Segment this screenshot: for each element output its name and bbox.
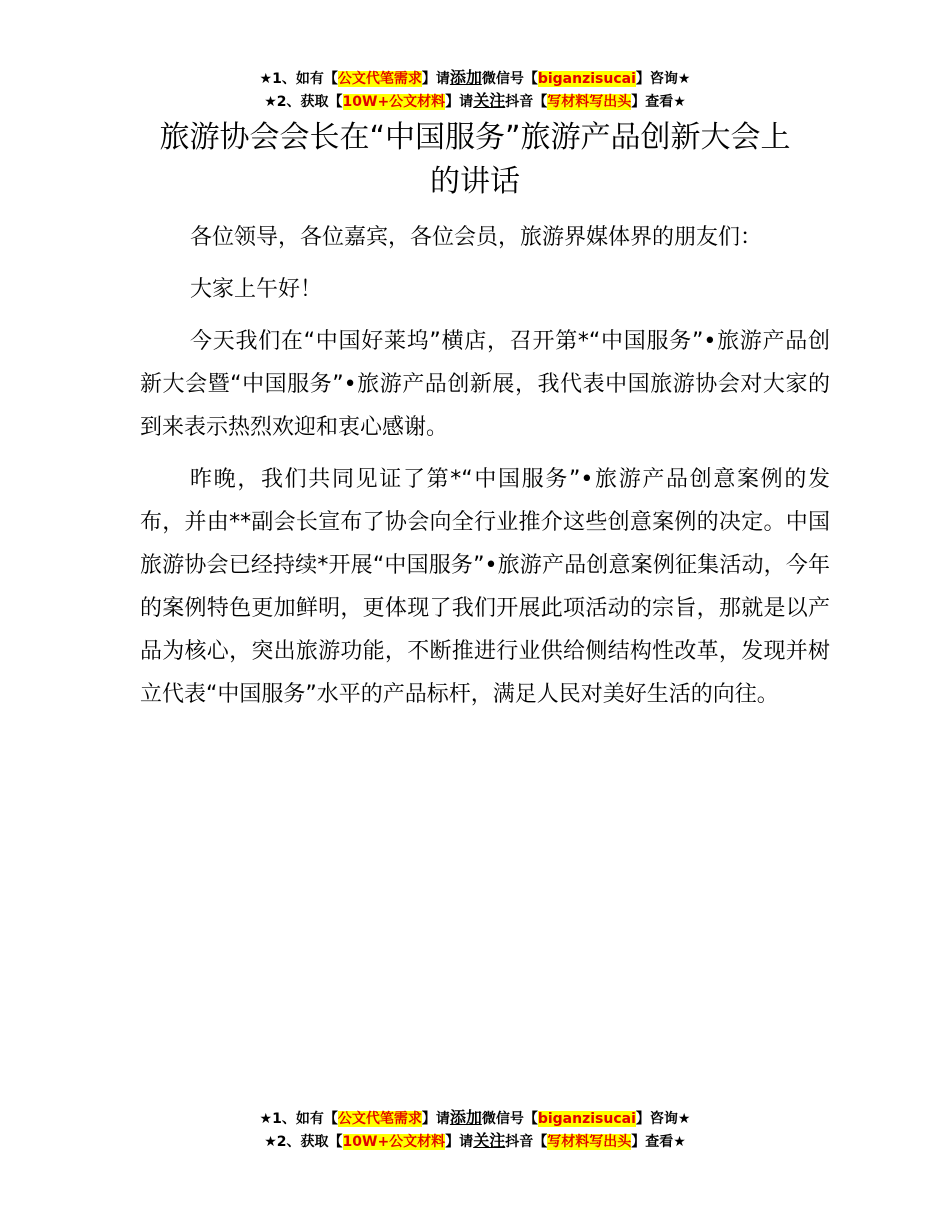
header-line-1-prefix: ★1、如有【 [259, 71, 338, 87]
header-add-text: 添加 [449, 68, 482, 87]
footer-line-1-wechat-label: 微信号【 [481, 1111, 538, 1127]
header-highlight-service: 公文代笔需求 [337, 71, 422, 87]
footer-line-1-suffix: 】咨询★ [635, 1111, 691, 1127]
footer-follow-text: 关注 [473, 1131, 506, 1150]
salutation-paragraph: 各位领导，各位嘉宾，各位会员，旅游界媒体界的朋友们： [190, 225, 763, 250]
footer-line-1 [0, 1107, 950, 1130]
document-title: 旅游协会会长在“中国服务”旅游产品创新大会上的讲话 [159, 120, 791, 199]
header-line-2-douyin-label: 抖音【 [505, 94, 548, 110]
header-line-1-suffix: 】咨询★ [635, 71, 691, 87]
footer-highlight-materials: 10W+公文材料 [342, 1134, 446, 1150]
header-line-2-prefix: ★2、获取【 [264, 94, 343, 110]
document-body [140, 216, 830, 725]
footer-add-text: 添加 [449, 1108, 482, 1127]
footer-banner [0, 1107, 950, 1153]
footer-line-1-text: 】请 [421, 1111, 450, 1127]
header-highlight-materials: 10W+公文材料 [342, 94, 446, 110]
header-follow-text: 关注 [473, 91, 506, 110]
footer-line-2-prefix: ★2、获取【 [264, 1134, 343, 1150]
body-paragraph: 昨晚，我们共同见证了第*“中国服务”•旅游产品创意案例的发布，并由**副会长宣布了协会向全行业推介这些创意案例的决定。中国旅游协会已经持续*开展“中国服务”•旅游产品创意案例征集活动，今年的案例特色更加鲜明，更体现了我们开展此项活动的宗旨，那就是以产品为核心，突出旅游功能，不断推进行业供给侧结构性改革，发现并树立代表“中国服务”水平的产品标杆，满足人民对美好生活的向往。 [140, 467, 830, 707]
header-line-2-text: 】请 [445, 94, 474, 110]
header-line-1-text: 】请 [421, 71, 450, 87]
header-banner [0, 67, 950, 113]
header-douyin-account: 写材料写出头 [547, 94, 632, 110]
footer-line-1-prefix: ★1、如有【 [259, 1111, 338, 1127]
header-line-1 [0, 67, 950, 90]
footer-wechat-id: biganzisucai [537, 1111, 636, 1127]
body-paragraph: 今天我们在“中国好莱坞”横店，召开第*“中国服务”•旅游产品创新大会暨“中国服务”•旅游产品创新展，我代表中国旅游协会对大家的到来表示热烈欢迎和衷心感谢。 [140, 329, 830, 440]
footer-line-2-douyin-label: 抖音【 [505, 1134, 548, 1150]
footer-highlight-service: 公文代笔需求 [337, 1111, 422, 1127]
greeting-paragraph: 大家上午好！ [190, 277, 323, 302]
footer-douyin-account: 写材料写出头 [547, 1134, 632, 1150]
footer-line-2 [0, 1130, 950, 1153]
header-line-1-wechat-label: 微信号【 [481, 71, 538, 87]
header-wechat-id: biganzisucai [537, 71, 636, 87]
header-line-2 [0, 90, 950, 113]
footer-line-2-suffix: 】查看★ [631, 1134, 686, 1150]
header-line-2-suffix: 】查看★ [631, 94, 686, 110]
footer-line-2-text: 】请 [445, 1134, 474, 1150]
